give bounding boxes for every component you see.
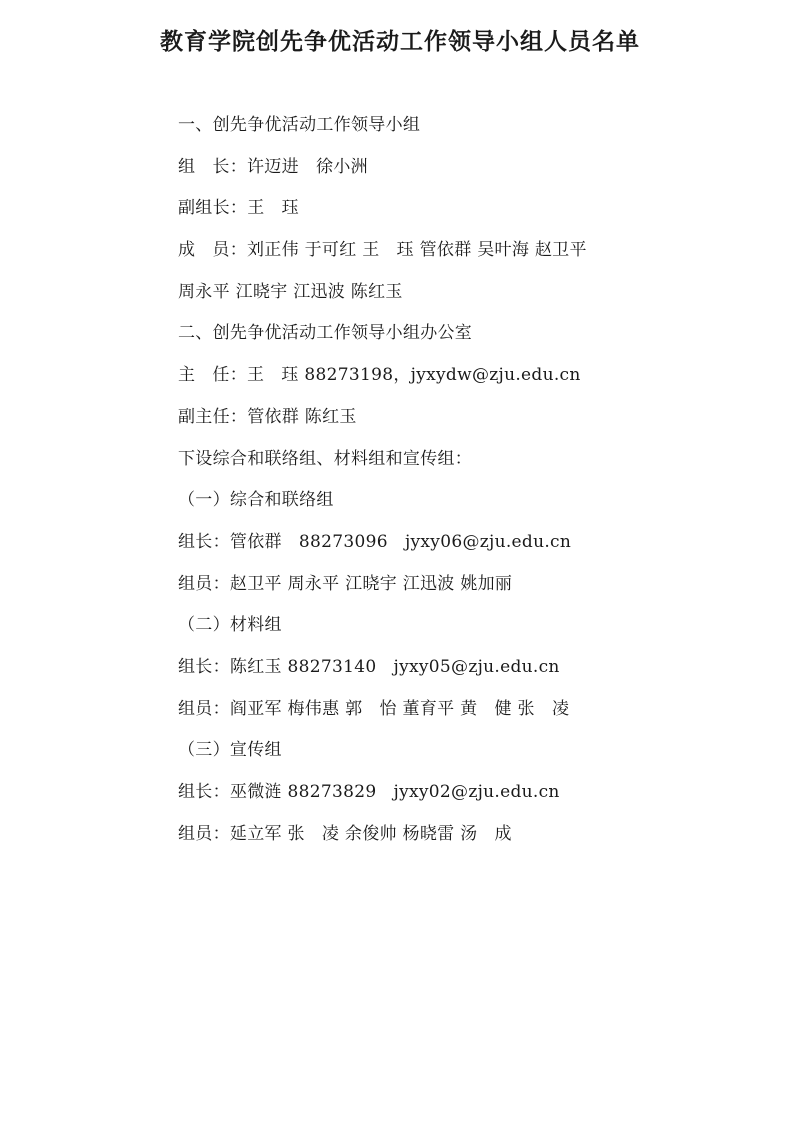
members-line: 成 员：刘正伟 于可红 王 珏 管依群 吴叶海 赵卫平 [178, 240, 587, 261]
page-title: 教育学院创先争优活动工作领导小组人员名单 [160, 29, 640, 55]
liaison-leader-line: 组长：管依群 88273096 jyxy06@zju.edu.cn [178, 531, 572, 552]
publicity-members-line: 组员：延立军 张 凌 余俊帅 杨晓雷 汤 成 [178, 823, 512, 844]
deputy-director-line: 副主任：管依群 陈红玉 [178, 406, 357, 427]
deputy-leader-line: 副组长：王 珏 [178, 198, 299, 219]
subsection-heading-publicity: （三）宣传组 [178, 740, 282, 761]
publicity-leader-line: 组长：巫微涟 88273829 jyxy02@zju.edu.cn [178, 782, 560, 802]
director-line: 主 任：王 珏 88273198，jyxydw@zju.edu.cn [178, 365, 581, 386]
liaison-members-line: 组员：赵卫平 周永平 江晓宇 江迅波 姚加丽 [178, 573, 513, 594]
subsection-heading-materials: （二）材料组 [178, 615, 282, 636]
materials-members-line: 组员：阎亚军 梅伟惠 郭 怡 董育平 黄 健 张 凌 [178, 698, 570, 719]
document-body [178, 110, 778, 860]
members-line-continued: 周永平 江晓宇 江迅波 陈红玉 [178, 281, 403, 302]
section-heading-leading-group: 一、创先争优活动工作领导小组 [178, 115, 421, 135]
materials-leader-line: 组长：陈红玉 88273140 jyxy05@zju.edu.cn [178, 656, 560, 677]
subgroups-intro-line: 下设综合和联络组、材料组和宣传组： [178, 448, 473, 469]
leader-line: 组 长：许迈进 徐小洲 [178, 156, 368, 177]
section-heading-office: 二、创先争优活动工作领导小组办公室 [178, 323, 473, 344]
subsection-heading-liaison: （一）综合和联络组 [178, 490, 334, 511]
